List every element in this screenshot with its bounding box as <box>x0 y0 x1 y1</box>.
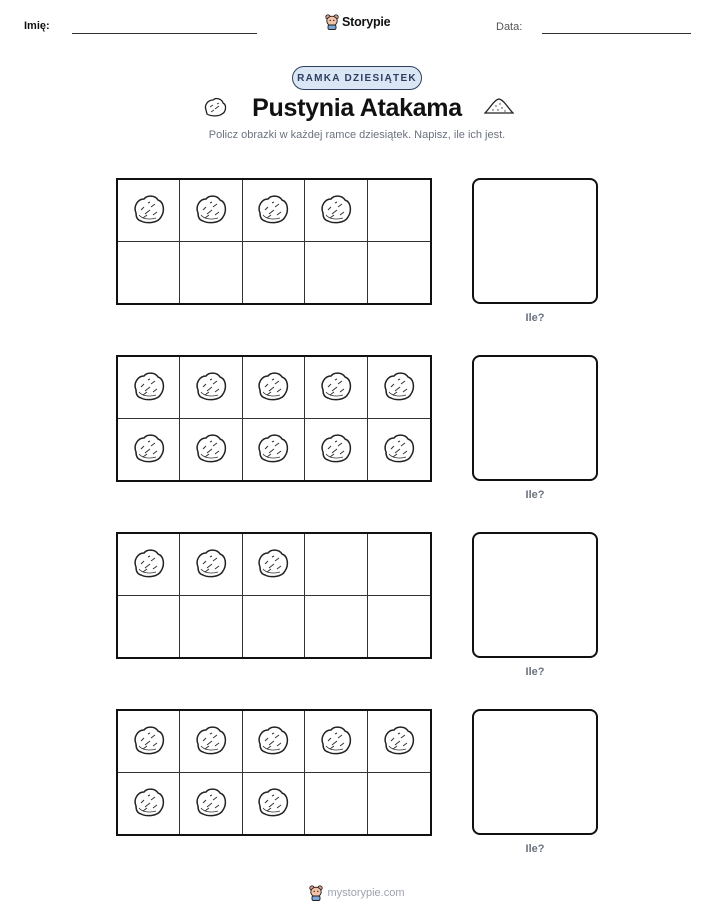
rock-icon <box>380 370 418 404</box>
ten-frame-cell <box>305 773 367 835</box>
rock-icon <box>192 786 230 820</box>
ten-frame-cell <box>118 596 180 658</box>
answer-box-2[interactable] <box>472 355 598 481</box>
rock-icon <box>317 370 355 404</box>
ten-frame-cell <box>118 180 180 242</box>
sand-pile-icon <box>484 97 514 115</box>
ten-frame-cell <box>368 711 430 773</box>
ten-frame-cell <box>180 534 242 596</box>
ten-frame-cell <box>368 773 430 835</box>
answer-box-4[interactable] <box>472 709 598 835</box>
ten-frame-cell <box>118 357 180 419</box>
ten-frame-cell <box>243 180 305 242</box>
rock-icon <box>254 193 292 227</box>
instructions-text: Policz obrazki w każdej ramce dziesiątek. Napisz, ile ich jest. <box>208 129 506 141</box>
ten-frame-cell <box>180 711 242 773</box>
page-title <box>200 92 514 124</box>
ten-frame-cell <box>368 534 430 596</box>
ten-frame-cell <box>305 419 367 481</box>
rock-icon <box>130 193 168 227</box>
name-label: Imię: <box>24 20 50 32</box>
footer <box>0 885 714 901</box>
ten-frame-cell <box>118 534 180 596</box>
ten-frame-cell <box>305 534 367 596</box>
ten-frame-cell <box>305 596 367 658</box>
ten-frame-cell <box>243 711 305 773</box>
rock-icon <box>130 432 168 466</box>
ten-frame-cell <box>180 596 242 658</box>
ten-frame-cell <box>368 419 430 481</box>
rock-icon <box>254 370 292 404</box>
ten-frame-1 <box>116 178 432 305</box>
rock-icon <box>254 786 292 820</box>
ten-frame-cell <box>305 357 367 419</box>
ten-frame-cell <box>368 180 430 242</box>
ten-frame-cell <box>180 242 242 304</box>
ten-frame-cell <box>243 242 305 304</box>
name-input-line[interactable] <box>72 33 257 34</box>
ten-frame-cell <box>368 596 430 658</box>
ten-frame-cell <box>305 180 367 242</box>
brand-logo <box>325 14 390 30</box>
date-label: Data: <box>496 21 523 33</box>
ten-frame-cell <box>368 242 430 304</box>
ten-frame-4 <box>116 709 432 836</box>
ten-frame-cell <box>305 242 367 304</box>
ten-frame-cell <box>305 711 367 773</box>
date-input-line[interactable] <box>542 33 691 34</box>
rock-icon <box>380 432 418 466</box>
answer-label: Ile? <box>525 843 545 855</box>
ten-frame-cell <box>243 773 305 835</box>
rock-icon <box>317 432 355 466</box>
ten-frame-cell <box>180 419 242 481</box>
rock-icon <box>130 370 168 404</box>
answer-label: Ile? <box>525 666 545 678</box>
ten-frame-cell <box>180 773 242 835</box>
ten-frame-cell <box>243 419 305 481</box>
ten-frame-cell <box>180 357 242 419</box>
rock-icon <box>130 547 168 581</box>
rock-icon <box>192 432 230 466</box>
rock-icon <box>254 547 292 581</box>
brand-name: Storypie <box>342 15 391 29</box>
ten-frame-cell <box>243 534 305 596</box>
worksheet-type-badge: RAMKA DZIESIĄTEK <box>292 66 422 90</box>
answer-label: Ile? <box>525 312 545 324</box>
footer-url[interactable]: mystorypie.com <box>327 887 405 899</box>
answer-box-3[interactable] <box>472 532 598 658</box>
rock-icon <box>130 724 168 758</box>
answer-box-1[interactable] <box>472 178 598 304</box>
ten-frame-cell <box>243 596 305 658</box>
ten-frame-cell <box>368 357 430 419</box>
title-text: Pustynia Atakama <box>252 93 462 122</box>
ten-frame-cell <box>243 357 305 419</box>
rock-icon <box>192 547 230 581</box>
bear-mascot-icon <box>325 14 339 30</box>
rock-icon <box>130 786 168 820</box>
rock-icon <box>254 724 292 758</box>
ten-frame-cell <box>118 242 180 304</box>
rock-icon <box>202 96 228 118</box>
bear-mascot-icon <box>309 885 323 901</box>
ten-frame-cell <box>118 773 180 835</box>
rock-icon <box>192 193 230 227</box>
ten-frame-cell <box>180 180 242 242</box>
ten-frame-cell <box>118 711 180 773</box>
rock-icon <box>380 724 418 758</box>
rock-icon <box>192 370 230 404</box>
answer-label: Ile? <box>525 489 545 501</box>
rock-icon <box>192 724 230 758</box>
ten-frame-2 <box>116 355 432 482</box>
rock-icon <box>254 432 292 466</box>
ten-frame-cell <box>118 419 180 481</box>
ten-frame-3 <box>116 532 432 659</box>
rock-icon <box>317 724 355 758</box>
rock-icon <box>317 193 355 227</box>
